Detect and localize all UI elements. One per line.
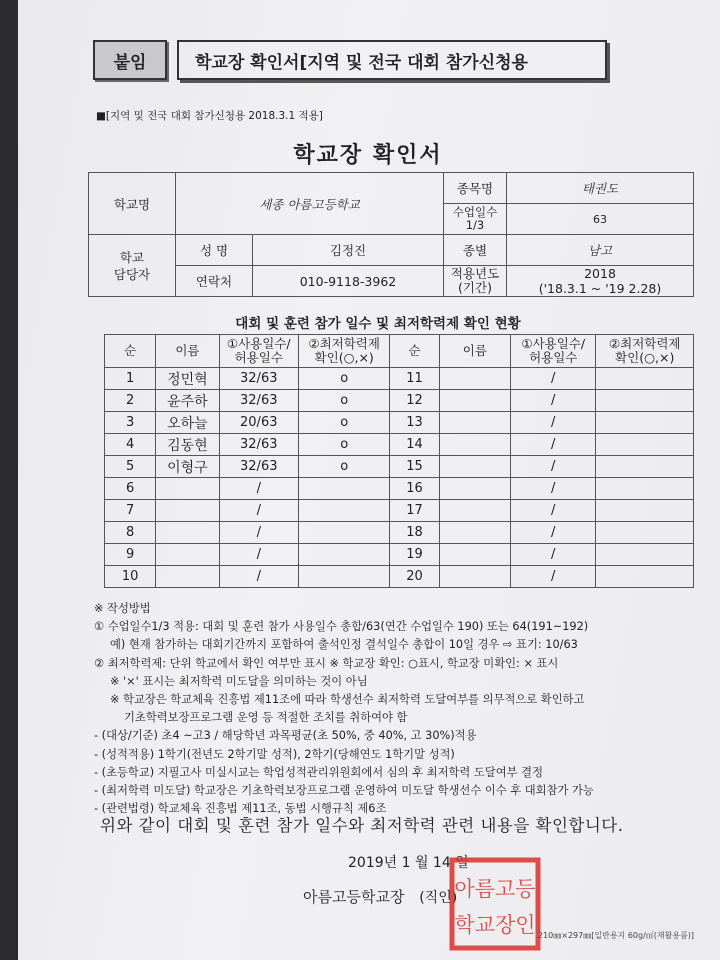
seal-label: (직인): [419, 890, 458, 906]
issue-date: 2019년 1 월 14 일: [348, 855, 469, 871]
name-value: 김정진: [253, 235, 444, 266]
used-days: 32/63: [219, 434, 298, 456]
type-value: 남고: [507, 235, 694, 266]
student-name: [156, 566, 219, 588]
row-number: 16: [390, 478, 439, 500]
used-days: /: [511, 368, 596, 390]
student-name: [439, 412, 510, 434]
student-name: [439, 566, 510, 588]
note-line: ① 수업일수1/3 적용: 대회 및 훈련 참가 사용일수 총합/63(연간 수업일수 190) 또는 64(191~192): [94, 620, 589, 634]
min-academic-check: [298, 544, 389, 566]
student-name: [156, 544, 219, 566]
used-days: /: [511, 478, 596, 500]
min-academic-check: [596, 500, 694, 522]
header-name: 이름: [156, 335, 219, 368]
note-line: ② 최저학력제: 단위 학교에서 확인 여부만 표시 ※ 학교장 확인: ○표시, 학교장 미확인: × 표시: [94, 656, 559, 670]
used-days: /: [511, 412, 596, 434]
used-days: 32/63: [219, 390, 298, 412]
header-title: 학교장 확인서[지역 및 전국 대회 참가신청용: [177, 40, 607, 80]
min-academic-check: [596, 522, 694, 544]
student-name: [156, 478, 219, 500]
row-number: 17: [390, 500, 439, 522]
section-title: 대회 및 훈련 참가 일수 및 최저학력제 확인 현황: [235, 316, 521, 332]
min-academic-check: [596, 566, 694, 588]
note-line: - (관련법령) 학교체육 진흥법 제11조, 동법 시행규칙 제6조: [94, 802, 387, 816]
student-name: [439, 478, 510, 500]
min-academic-check: [596, 544, 694, 566]
note-line: - (대상/기준) 초4 ~고3 / 해당학년 과목평균(초 50%, 중 40%, 고 30%)적용: [94, 729, 477, 743]
used-days: /: [219, 544, 298, 566]
student-name: [439, 456, 510, 478]
used-days: /: [219, 500, 298, 522]
contact-label: 연락처: [176, 266, 253, 297]
row-number: 4: [105, 434, 156, 456]
header-min-right: ②최저학력제 확인(○,×): [596, 335, 694, 368]
used-days: /: [511, 566, 596, 588]
min-academic-check: [596, 478, 694, 500]
year-label: 적용년도 (기간): [444, 266, 507, 297]
seal-text-line-1: 아름고등: [454, 877, 536, 901]
used-days: /: [511, 434, 596, 456]
min-academic-check: [596, 434, 694, 456]
min-academic-check: [298, 478, 389, 500]
min-academic-check: [596, 368, 694, 390]
name-label: 성 명: [176, 235, 253, 266]
type-label: 종별: [444, 235, 507, 266]
student-name: [439, 434, 510, 456]
table-row: [105, 412, 694, 434]
student-name: 김동현: [156, 434, 219, 456]
note-line: ※ '×' 표시는 최저학력 미도달을 의미하는 것이 아님: [110, 674, 368, 688]
table-row: [105, 390, 694, 412]
school-label: 학교명: [89, 173, 176, 235]
row-number: 14: [390, 434, 439, 456]
row-number: 19: [390, 544, 439, 566]
signatory: [303, 886, 457, 907]
student-name: [439, 544, 510, 566]
table-row: [105, 566, 694, 588]
school-value: 세종 아름고등학교: [176, 173, 444, 235]
table-row: [105, 368, 694, 390]
min-academic-check: [596, 390, 694, 412]
row-number: 9: [105, 544, 156, 566]
used-days: /: [219, 522, 298, 544]
header-name-right: 이름: [439, 335, 510, 368]
paper-spec: 210㎜×297㎜[일반용지 60g/㎡(재활용품)]: [538, 931, 695, 940]
student-name: [439, 522, 510, 544]
min-academic-check: o: [298, 412, 389, 434]
min-academic-check: o: [298, 456, 389, 478]
seal-text-line-2: 학교장인: [454, 913, 536, 937]
days-label: 수업일수 1/3: [444, 204, 507, 235]
min-academic-check: [298, 522, 389, 544]
note-line: - (최저학력 미도달) 학교장은 기초학력보장프로그램 운영하여 미도달 학생선수 이수 후 대회참가 가능: [94, 784, 594, 798]
confirmation-statement: 위와 같이 대회 및 훈련 참가 일수와 최저학력 관련 내용을 확인합니다.: [100, 816, 624, 835]
applicability-note: ■[지역 및 전국 대회 참가신청용 2018.3.1 적용]: [96, 110, 323, 122]
row-number: 3: [105, 412, 156, 434]
table-row: [105, 434, 694, 456]
contact-value: 010-9118-3962: [253, 266, 444, 297]
table-row: [105, 500, 694, 522]
used-days: /: [511, 390, 596, 412]
student-name: 정민혁: [156, 368, 219, 390]
year-value: 2018 ('18.3.1 ~ '19 2.28): [507, 266, 694, 297]
note-line: 예) 현재 참가하는 대회기간까지 포함하여 출석인정 결석일수 총합이 10일 경우 ⇨ 표기: 10/63: [110, 638, 578, 652]
row-number: 15: [390, 456, 439, 478]
student-name: [439, 368, 510, 390]
min-academic-check: [596, 412, 694, 434]
row-number: 12: [390, 390, 439, 412]
row-number: 18: [390, 522, 439, 544]
table-row: [105, 522, 694, 544]
official-seal-stamp: [446, 854, 544, 954]
row-number: 13: [390, 412, 439, 434]
min-academic-check: [298, 566, 389, 588]
header-days: ①사용일수/ 허용일수: [219, 335, 298, 368]
row-number: 8: [105, 522, 156, 544]
writing-instructions: [94, 600, 714, 818]
attachment-tag: 붙임: [93, 40, 167, 80]
used-days: 20/63: [219, 412, 298, 434]
student-name: [439, 390, 510, 412]
min-academic-check: o: [298, 390, 389, 412]
event-value: 태권도: [507, 173, 694, 204]
student-name: 오하늘: [156, 412, 219, 434]
participation-table: [104, 334, 694, 588]
header-min: ②최저학력제 확인(○,×): [298, 335, 389, 368]
header-no: 순: [105, 335, 156, 368]
row-number: 7: [105, 500, 156, 522]
row-number: 2: [105, 390, 156, 412]
min-academic-check: [596, 456, 694, 478]
used-days: 32/63: [219, 456, 298, 478]
school-principal: 아름고등학교장: [303, 888, 405, 906]
note-line: - (초등학교) 지필고사 미실시교는 학업성적관리위원회에서 심의 후 최저학력 도달여부 결정: [94, 765, 543, 779]
used-days: /: [511, 544, 596, 566]
header-days-right: ①사용일수/ 허용일수: [511, 335, 596, 368]
note-line: ※ 학교장은 학교체육 진흥법 제11조에 따라 학생선수 최저학력 도달여부를 의무적으로 확인하고: [110, 693, 585, 707]
row-number: 10: [105, 566, 156, 588]
note-line: 기초학력보장프로그램 운영 등 적절한 조치를 취하여야 함: [124, 711, 408, 725]
student-name: 윤주하: [156, 390, 219, 412]
used-days: /: [511, 500, 596, 522]
document-page: [18, 0, 720, 960]
note-line: ※ 작성방법: [94, 602, 151, 615]
student-name: 이형구: [156, 456, 219, 478]
student-name: [439, 500, 510, 522]
used-days: /: [511, 522, 596, 544]
table-row: [105, 478, 694, 500]
days-value: 63: [507, 204, 694, 235]
min-academic-check: o: [298, 434, 389, 456]
table-row: [105, 544, 694, 566]
used-days: /: [219, 478, 298, 500]
event-label: 종목명: [444, 173, 507, 204]
row-number: 5: [105, 456, 156, 478]
min-academic-check: o: [298, 368, 389, 390]
manager-label: 학교 담당자: [89, 235, 176, 297]
min-academic-check: [298, 500, 389, 522]
used-days: /: [219, 566, 298, 588]
table-row: [105, 456, 694, 478]
header-row: [93, 40, 607, 84]
student-name: [156, 522, 219, 544]
row-number: 20: [390, 566, 439, 588]
student-name: [156, 500, 219, 522]
note-line: - (성적적용) 1학기(전년도 2학기말 성적), 2학기(당해연도 1학기말 성적): [94, 747, 455, 761]
row-number: 11: [390, 368, 439, 390]
info-table: [88, 172, 694, 297]
row-number: 6: [105, 478, 156, 500]
used-days: /: [511, 456, 596, 478]
page-title: 학교장 확인서: [293, 143, 443, 168]
header-no-right: 순: [390, 335, 439, 368]
used-days: 32/63: [219, 368, 298, 390]
row-number: 1: [105, 368, 156, 390]
